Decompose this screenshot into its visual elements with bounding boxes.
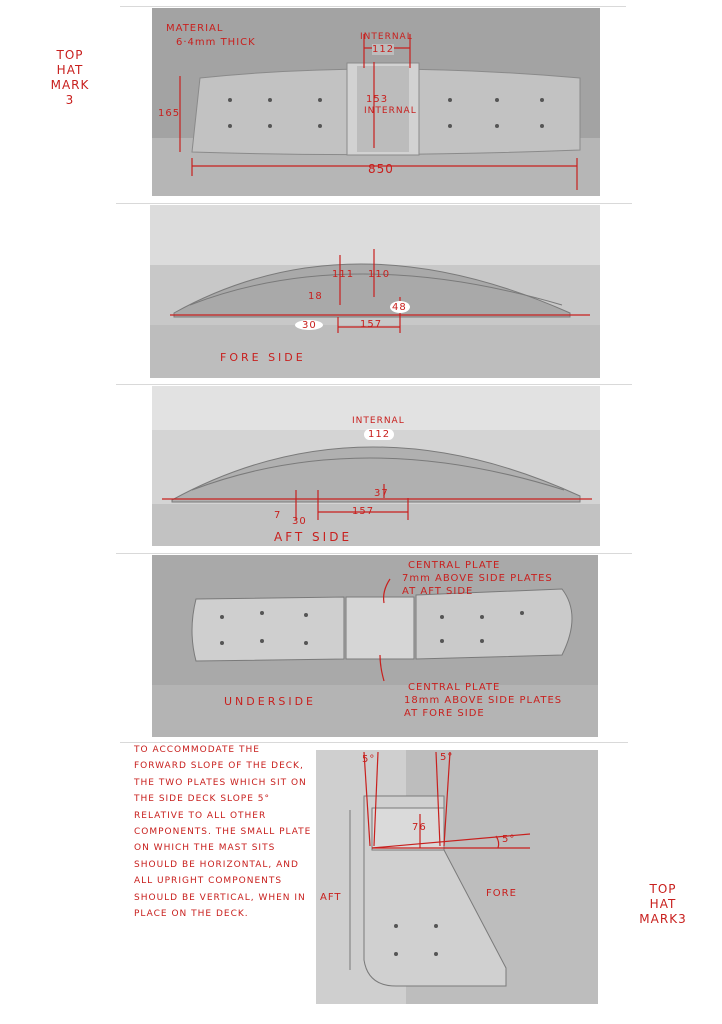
separator [116,384,632,385]
underside-caption: UNDERSIDE [224,695,316,708]
note-line: CENTRAL PLATE [408,560,501,571]
corner-title-line: TOP [56,48,84,62]
aft-dim: 30 [292,516,307,527]
photo-fore-side-graphic [150,205,600,378]
aft-side-caption: AFT SIDE [274,530,353,544]
note-line: 7mm ABOVE SIDE PLATES [402,573,553,584]
design-notes: TO ACCOMMODATE THE FORWARD SLOPE OF THE DECK, THE TWO PLATES WHICH SIT ON THE SIDE DECK SLOPE 5° RELATIVE TO ALL OTHER COMPONENTS. THE SMALL PLATE ON WHICH THE MAST SITS SHOULD BE HORIZONTAL, AND ALL UPRIGHT COMPONENTS SHOULD BE VERTICAL, WHEN IN PLACE ON THE DECK. [134,745,312,920]
material-thickness: 6·4mm THICK [176,37,256,48]
internal-label: INTERNAL [360,32,413,42]
photo-underside [152,555,598,737]
note-line: CENTRAL PLATE [408,682,501,693]
material-label: MATERIAL [166,23,224,34]
separator [120,6,626,7]
fore-label: FORE [486,888,517,899]
photo-top-view [152,8,600,196]
photo-side-detail-graphic [316,750,598,1004]
aft-dim: 157 [352,506,375,517]
note-central-plate-aft [402,559,553,598]
height-value: 153 [366,94,389,105]
aft-label: AFT [320,892,342,903]
aft-dim: 7 [274,510,282,521]
photo-aft-side-graphic [152,386,600,546]
aft-internal-width: 112 [364,429,394,440]
separator [116,553,632,554]
note-central-plate-fore [404,681,562,720]
separator [116,203,632,204]
height-internal: INTERNAL [364,106,417,116]
fore-dim: 30 [302,320,317,331]
corner-title-line: MARK3 [639,912,687,926]
photo-fore-side [150,205,600,378]
material-note [166,22,256,50]
side-height: 165 [158,108,181,119]
corner-title-line: HAT [56,63,84,77]
corner-title-top [44,48,96,108]
angle-label: 5° [502,834,516,845]
detail-height: 76 [412,822,427,833]
note-line: AT AFT SIDE [402,586,474,597]
angle-label: 5° [440,752,454,763]
fore-dim: 48 [392,302,407,313]
fore-dim: 18 [308,291,323,302]
fore-dim: 110 [368,269,391,280]
corner-title-line: MARK 3 [50,78,90,107]
fore-side-caption: FORE SIDE [220,351,306,364]
angle-label: 5° [362,754,376,765]
note-line: 18mm ABOVE SIDE PLATES [404,695,563,706]
photo-aft-side [152,386,600,546]
photo-side-detail [316,750,598,1004]
corner-title-line: TOP [649,882,677,896]
corner-title-bottom [634,882,692,927]
fore-dim: 111 [332,269,355,280]
aft-dim: 37 [374,488,389,499]
internal-width: 112 [372,44,395,55]
corner-title-line: HAT [649,897,677,911]
overall-length: 850 [368,162,394,176]
fore-dim: 157 [360,319,383,330]
aft-internal-label: INTERNAL [352,416,405,426]
note-line: AT FORE SIDE [404,708,485,719]
